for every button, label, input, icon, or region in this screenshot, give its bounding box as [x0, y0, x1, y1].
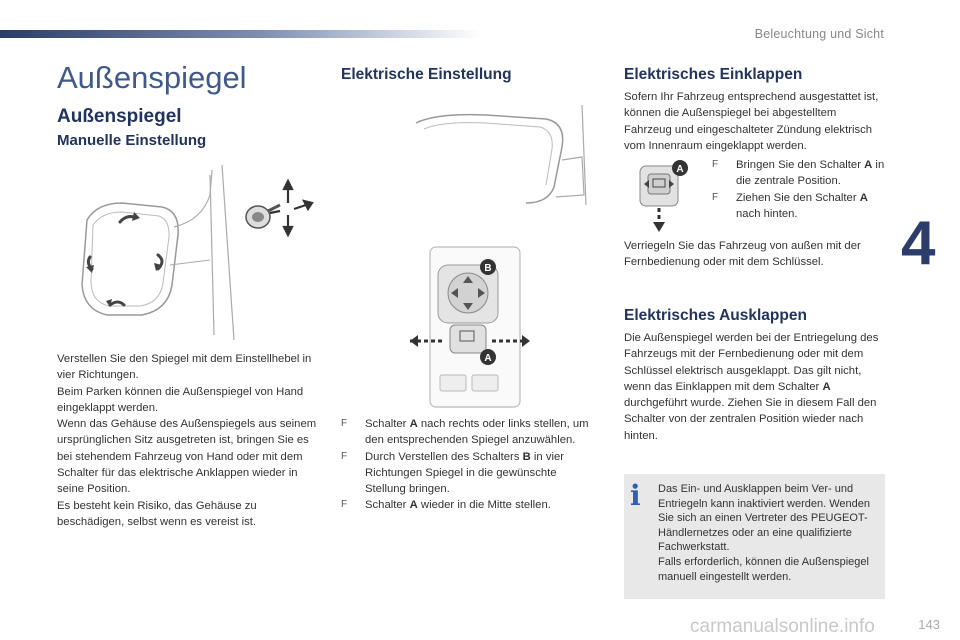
bullet-mark: F: [712, 159, 719, 170]
text: Die Außenspiegel werden bei der Entriegelung des Fahrzeugs mit der Fernbedienung oder mit dem Schlüssel elektrisch ausgeklappt. Das gilt nicht, wenn das Einklappen mit dem Schalter: [624, 332, 879, 393]
page-number: 143: [918, 617, 940, 632]
label-a: A: [484, 353, 492, 364]
switch-key: A: [864, 159, 873, 171]
label-b: B: [484, 263, 492, 274]
text: nach rechts oder links stellen, um den entsprechenden Spiegel anzuwählen.: [365, 418, 589, 447]
subheading-manual: Manuelle Einstellung: [57, 132, 207, 149]
section-heading-fold: Elektrisches Einklappen: [624, 66, 803, 83]
unfold-text: [624, 330, 886, 444]
switch-key: A: [859, 191, 868, 204]
fold-text: Sofern Ihr Fahrzeug entsprechend ausgestattet ist, können die Außenspiegel bei abgestelltem Fahrzeug und eingeschalteter Zündung elektrisch vom Innenraum eingeklappt werden.: [624, 91, 879, 152]
manual-paragraph: Es besteht kein Risiko, das Gehäuse zu beschädigen, selbst wenn es vereist ist.: [57, 499, 257, 528]
section-heading-unfold: Elektrisches Ausklappen: [624, 307, 807, 324]
section-heading-electric-adjust: Elektrische Einstellung: [341, 66, 512, 83]
switch-key: A: [409, 499, 418, 512]
manual-paragraph: Verstellen Sie den Spiegel mit dem Einstellhebel in vier Richtungen.: [57, 353, 312, 382]
mirror-outline-illustration: [376, 105, 596, 205]
list-item: [712, 157, 888, 190]
text: wieder in die Mitte stellen.: [417, 499, 551, 512]
text: Durch Verstellen des Schalters: [365, 450, 523, 463]
text: Bringen Sie den Schalter: [736, 159, 865, 171]
text: in die zentrale Position.: [736, 159, 885, 188]
info-icon: i: [630, 479, 641, 512]
watermark: carmanualsonline.info: [690, 616, 875, 637]
manual-text: [57, 351, 322, 530]
list-item: [341, 449, 596, 498]
info-box: [624, 474, 885, 599]
manual-paragraph: Beim Parken können die Außenspiegel von Hand eingeklappt werden.: [57, 385, 304, 414]
text: nach hinten.: [736, 207, 798, 220]
text: Schalter: [365, 418, 410, 430]
text: durchgeführt wurde. Ziehen Sie in diesem Fall den Schalter von der zentralen Position wieder nach hinten.: [624, 397, 877, 442]
text: in vier Richtungen Spiegel in die gewünschte Stellung bringen.: [365, 450, 565, 496]
header-bar: [0, 30, 480, 38]
manual-mirror-illustration: [62, 165, 322, 345]
electric-switch-panel-illustration: [410, 245, 530, 410]
label-a: A: [676, 164, 684, 175]
fold-switch-illustration: [636, 158, 692, 234]
lock-text: Verriegeln Sie das Fahrzeug von außen mit der Fernbedienung oder mit dem Schlüssel.: [624, 240, 861, 269]
bullet-mark: F: [341, 450, 348, 462]
fold-steps: [712, 157, 888, 222]
info-text: [658, 482, 878, 584]
info-paragraph: Falls erforderlich, können die Außenspiegel manuell eingestellt werden.: [658, 555, 869, 583]
list-item: [712, 190, 888, 223]
switch-key: B: [522, 450, 531, 463]
bullet-mark: F: [341, 499, 348, 511]
text: Ziehen Sie den Schalter: [736, 191, 860, 204]
bullet-mark: F: [712, 191, 719, 203]
manual-paragraph: Wenn das Gehäuse des Außenspiegels aus seinem ursprünglichen Sitz ausgetreten ist, bringen Sie es bei stehendem Fahrzeug von Hand oder mit dem Schalter für das elektrische Anklappen wieder in seine Position.: [57, 418, 317, 496]
text: Schalter: [365, 499, 410, 512]
section-heading-mirrors: Außenspiegel: [57, 106, 182, 127]
list-item: [341, 497, 596, 513]
electric-adjust-steps: [341, 416, 596, 514]
info-paragraph: Das Ein- und Ausklappen beim Ver- und Entriegeln kann inaktiviert werden. Wenden Sie sich an einen Vertreter des PEUGEOT-Händlernetzes oder an eine qualifizierte Fachwerkstatt.: [658, 483, 870, 554]
section-title: Beleuchtung und Sicht: [754, 27, 884, 41]
switch-key: A: [409, 418, 418, 430]
list-item: [341, 416, 596, 449]
bullet-mark: F: [341, 418, 348, 429]
page-title: Außenspiegel: [57, 60, 247, 95]
switch-key: A: [822, 380, 831, 393]
chapter-number: 4: [901, 209, 936, 278]
